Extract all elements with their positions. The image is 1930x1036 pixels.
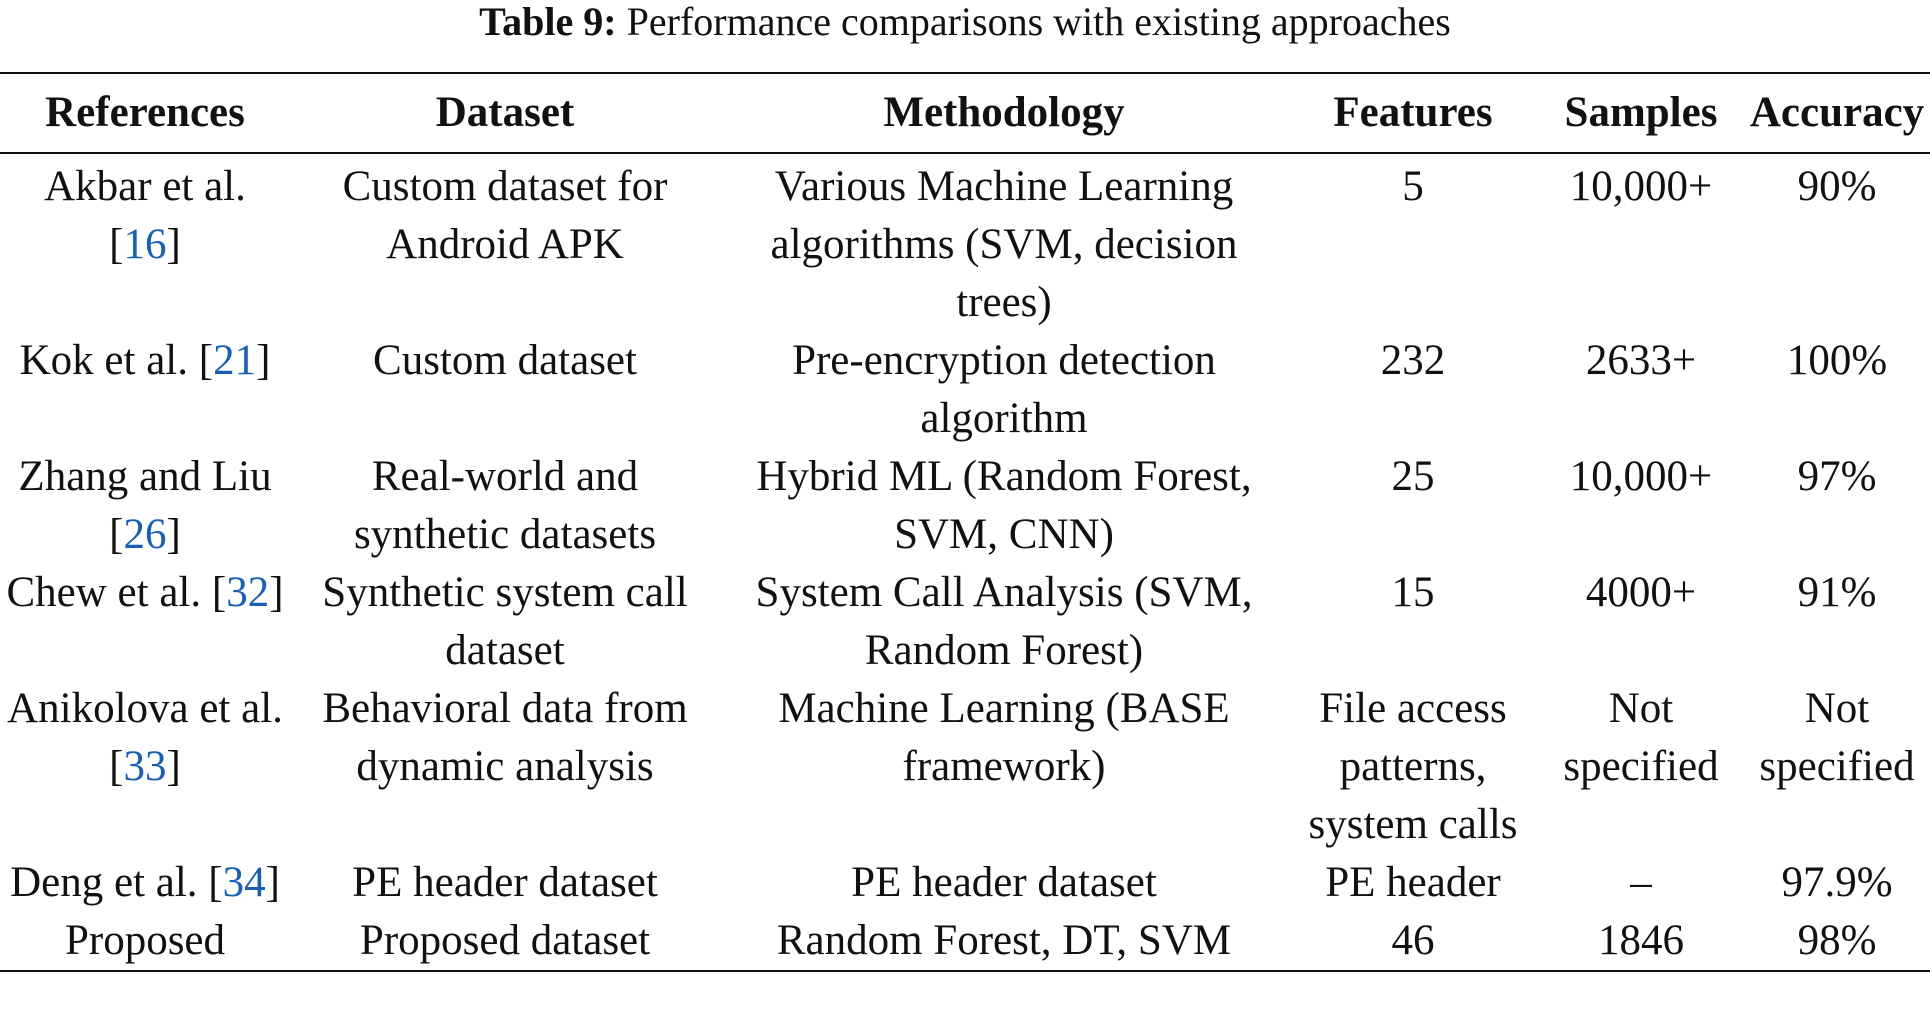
cell-samples: –	[1630, 859, 1652, 906]
header-methodology: Methodology	[883, 89, 1125, 136]
caption-text: Performance comparisons with existing approaches	[626, 0, 1451, 44]
header-samples: Samples	[1564, 89, 1718, 136]
cell-features: 5	[1402, 163, 1424, 210]
cell-dataset: Proposed dataset	[359, 917, 651, 964]
cell-reference: Chew et al. [32]	[6, 569, 284, 616]
table-header	[0, 73, 1930, 153]
table-row	[0, 153, 1930, 332]
cell-dataset: Behavioral data from dynamic analysis	[322, 685, 688, 790]
citation-link[interactable]: 33	[123, 743, 167, 790]
cell-accuracy: 97%	[1797, 453, 1877, 500]
cell-features: 232	[1380, 337, 1446, 384]
table-row	[0, 564, 1930, 680]
cell-accuracy: Not specified	[1759, 685, 1915, 790]
cell-dataset: Real-world and synthetic datasets	[353, 453, 657, 558]
cell-samples: 10,000+	[1569, 163, 1713, 210]
cell-reference: Akbar et al. [16]	[44, 163, 246, 268]
ref-authors: Chew et al.	[6, 569, 202, 616]
cell-accuracy: 100%	[1786, 337, 1888, 384]
ref-authors: Kok et al.	[19, 337, 188, 384]
cell-accuracy: 98%	[1797, 917, 1877, 964]
cell-methodology: Various Machine Learning algorithms (SVM, decision trees)	[770, 163, 1238, 326]
cell-dataset: Custom dataset for Android APK	[342, 163, 668, 268]
cell-samples: 10,000+	[1569, 453, 1713, 500]
cell-features: 25	[1391, 453, 1435, 500]
cell-methodology: Machine Learning (BASE framework)	[778, 685, 1230, 790]
cell-methodology: Hybrid ML (Random Forest, SVM, CNN)	[756, 453, 1252, 558]
table-row	[0, 912, 1930, 971]
caption-label: Table 9:	[479, 0, 617, 44]
citation-link[interactable]: 16	[123, 221, 167, 268]
ref-authors: Anikolova et al.	[7, 685, 283, 732]
citation-link[interactable]: 26	[123, 511, 167, 558]
cell-samples: 1846	[1598, 917, 1684, 964]
citation-link[interactable]: 32	[226, 569, 270, 616]
header-features: Features	[1333, 89, 1493, 136]
header-accuracy: Accuracy	[1749, 89, 1925, 136]
header-row	[0, 73, 1930, 153]
cell-methodology: PE header dataset	[851, 859, 1157, 906]
cell-features: 46	[1391, 917, 1435, 964]
ref-authors: Akbar et al.	[44, 163, 246, 210]
ref-authors: Zhang and Liu	[18, 453, 272, 500]
cell-methodology: System Call Analysis (SVM, Random Forest)	[755, 569, 1253, 674]
cell-samples: Not specified	[1563, 685, 1719, 790]
cell-reference: Kok et al. [21]	[19, 337, 271, 384]
cell-features: File access patterns, system calls	[1308, 685, 1518, 848]
comparison-table	[0, 72, 1930, 972]
cell-samples: 2633+	[1585, 337, 1697, 384]
cell-methodology: Pre-encryption detection algorithm	[792, 337, 1216, 442]
cell-dataset: PE header dataset	[352, 859, 658, 906]
citation-link[interactable]: 21	[213, 337, 257, 384]
header-dataset: Dataset	[435, 89, 575, 136]
table-body	[0, 153, 1930, 971]
cell-methodology: Random Forest, DT, SVM	[776, 917, 1232, 964]
ref-authors: Deng et al.	[10, 859, 198, 906]
cell-accuracy: 97.9%	[1781, 859, 1893, 906]
citation-link[interactable]: 34	[222, 859, 266, 906]
cell-reference: Zhang and Liu [26]	[18, 453, 272, 558]
cell-features: 15	[1391, 569, 1435, 616]
cell-reference: Proposed	[64, 917, 226, 964]
cell-dataset: Synthetic system call dataset	[322, 569, 688, 674]
cell-reference: Anikolova et al. [33]	[7, 685, 283, 790]
cell-features: PE header	[1325, 859, 1501, 906]
table-caption	[0, 0, 1930, 44]
table-row	[0, 680, 1930, 854]
header-references: References	[45, 89, 245, 136]
cell-dataset: Custom dataset	[373, 337, 637, 384]
table-row	[0, 854, 1930, 912]
cell-samples: 4000+	[1585, 569, 1697, 616]
cell-reference: Deng et al. [34]	[10, 859, 280, 906]
cell-accuracy: 90%	[1797, 163, 1877, 210]
table-row	[0, 448, 1930, 564]
table-row	[0, 332, 1930, 448]
cell-accuracy: 91%	[1797, 569, 1877, 616]
